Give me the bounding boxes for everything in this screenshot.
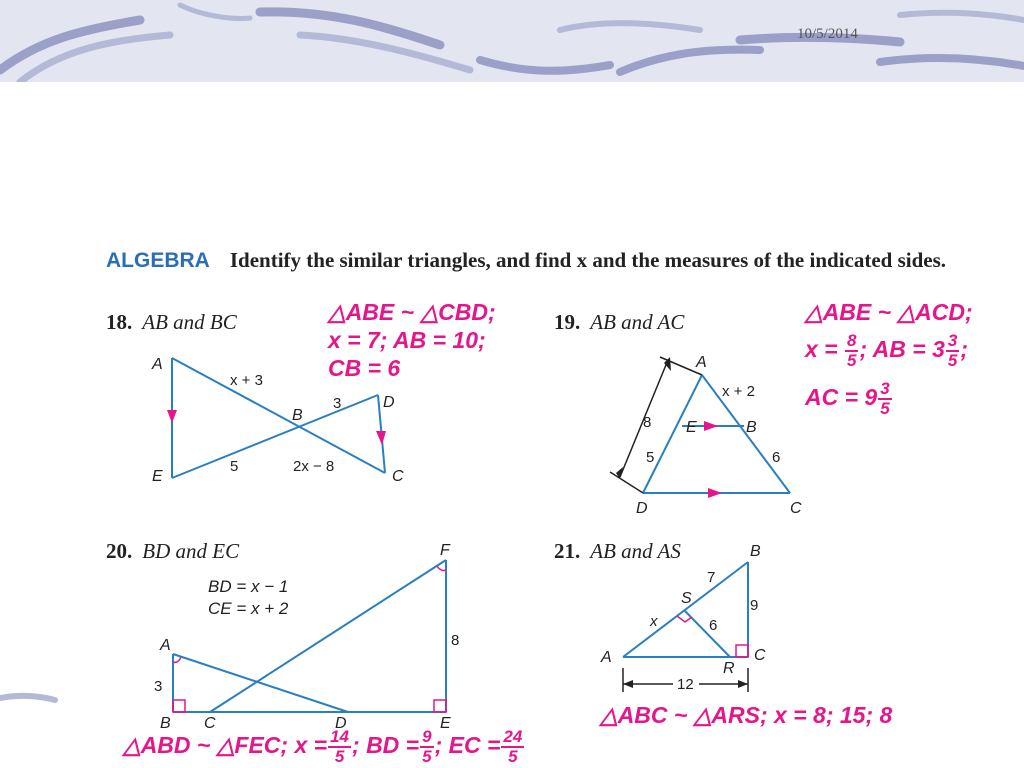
- problem-sides: AB and BC: [142, 310, 237, 334]
- side-label: 3: [333, 395, 342, 412]
- fraction: $\frac{9}{5}$: [422, 727, 432, 766]
- answer-line: CB = 6: [328, 355, 401, 381]
- fraction: $\frac{14}{5}$: [330, 727, 350, 766]
- fraction: $\frac{8}{5}$: [847, 331, 857, 370]
- vertex-label: D: [383, 394, 395, 411]
- vertex-label: C: [754, 647, 766, 664]
- problem-number: 20.: [106, 539, 133, 563]
- figure-19: [598, 345, 818, 520]
- answer-text: ;: [960, 336, 969, 363]
- problem-21-answer: [600, 701, 892, 729]
- vertex-label: A: [152, 356, 163, 373]
- side-label: x + 3: [230, 372, 263, 389]
- side-label: 3: [154, 678, 163, 695]
- answer-line: △ABC ~ △ARS; x = 8; 15; 8: [600, 702, 893, 728]
- vertex-label: A: [601, 649, 612, 666]
- side-label: x: [650, 613, 658, 630]
- answer-line: x = 7; AB = 10;: [328, 327, 486, 353]
- vertex-label: B: [292, 407, 303, 424]
- vertex-label: D: [636, 500, 648, 517]
- slide-date: 10/5/2014: [797, 26, 858, 42]
- side-label: 8: [451, 632, 460, 649]
- problem-number: 18.: [106, 310, 133, 334]
- vertex-label: C: [204, 715, 216, 732]
- side-label: 7: [707, 569, 716, 586]
- side-label: 6: [772, 449, 781, 466]
- equation-label: BD = x − 1: [208, 577, 289, 596]
- answer-text: ; EC =: [434, 732, 501, 759]
- vertex-label: B: [750, 543, 761, 560]
- instructions: [106, 246, 1006, 275]
- problem-18-label: [106, 310, 237, 335]
- fraction: $\frac{3}{5}$: [880, 379, 890, 418]
- answer-line: △ABE ~ △CBD;: [328, 299, 496, 325]
- equation-label: CE = x + 2: [208, 599, 289, 618]
- answer-line: [805, 332, 973, 370]
- section-tag: ALGEBRA: [106, 249, 210, 272]
- vertex-label: S: [681, 590, 692, 607]
- side-label: 9: [750, 597, 759, 614]
- side-label: 5: [646, 449, 655, 466]
- vertex-label: E: [152, 468, 163, 485]
- answer-text: △ABD ~ △FEC; x =: [123, 732, 328, 759]
- figure-18: [140, 345, 420, 495]
- swirl-decoration-left: [0, 690, 60, 710]
- fraction: $\frac{3}{5}$: [947, 331, 958, 370]
- problem-sides: AB and AC: [590, 310, 685, 334]
- answer-text: x =: [805, 336, 838, 363]
- side-label: 12: [677, 676, 694, 693]
- problem-number: 21.: [554, 539, 581, 563]
- answer-text: AC = 9: [805, 384, 878, 411]
- problem-19-answer: [805, 298, 973, 418]
- answer-line: △ABE ~ △ACD;: [805, 299, 973, 325]
- figure-20: [150, 540, 470, 736]
- vertex-label: C: [790, 500, 802, 517]
- vertex-label: D: [335, 715, 347, 732]
- instructions-text: Identify the similar triangles, and find x and the measures of the indicated sides.: [229, 248, 947, 272]
- vertex-label: A: [696, 354, 707, 371]
- vertex-label: A: [160, 637, 171, 654]
- side-label: 5: [230, 458, 239, 475]
- side-label: 8: [643, 414, 652, 431]
- fraction: $\frac{24}{5}$: [503, 727, 523, 766]
- problem-sides: BD and EC: [142, 539, 240, 563]
- vertex-label: F: [440, 542, 450, 559]
- problem-number: 19.: [554, 310, 581, 334]
- vertex-label: B: [746, 419, 757, 436]
- answer-text: ; AB = 3: [859, 336, 945, 363]
- vertex-label: C: [392, 468, 404, 485]
- answer-line: [805, 380, 973, 418]
- side-label: x + 2: [722, 383, 755, 400]
- figure-21: [595, 540, 795, 700]
- vertex-label: B: [160, 715, 171, 732]
- side-label: 6: [709, 617, 718, 634]
- vertex-label: E: [440, 715, 451, 732]
- problem-19-label: [554, 310, 684, 335]
- vertex-label: R: [723, 660, 735, 677]
- side-label: 2x − 8: [293, 458, 335, 475]
- decorative-banner: [0, 0, 1024, 82]
- vertex-label: E: [686, 419, 697, 436]
- problem-sides: AB and AS: [590, 539, 681, 563]
- answer-text: ; BD =: [352, 732, 420, 759]
- problem-20-answer: [123, 728, 525, 766]
- swirl-decoration: [0, 0, 1024, 82]
